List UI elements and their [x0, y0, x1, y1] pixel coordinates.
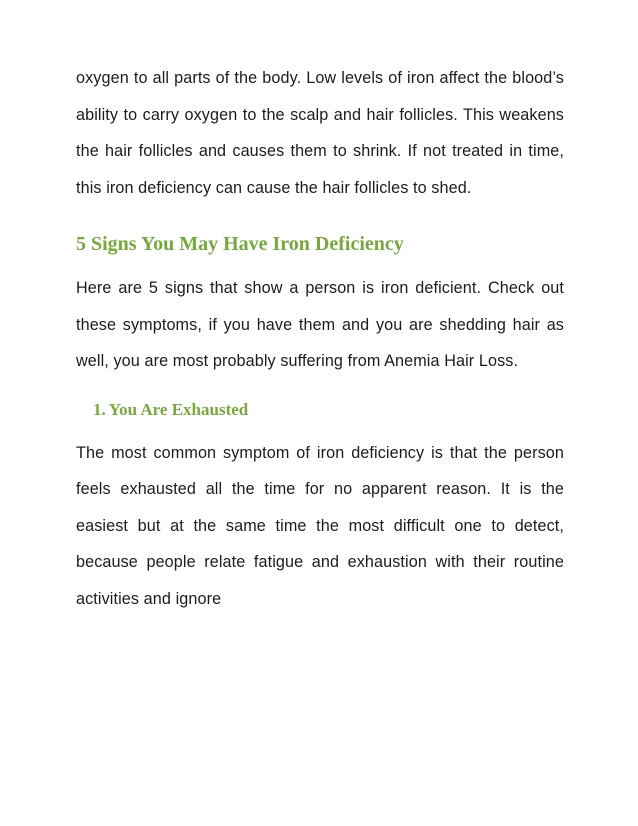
subsection-title: You Are Exhausted — [108, 399, 249, 419]
section-heading: 5 Signs You May Have Iron Deficiency — [76, 233, 404, 255]
subsection-paragraph: The most common symptom of iron deficiency is that the person feels exhausted all the time for no apparent reason. It is the easiest but at the same time the most difficult one to detect, because people relate fatigue and exhaustion with their routine activities and ignore — [76, 443, 564, 608]
subsection-heading — [76, 398, 564, 422]
section-paragraph: Here are 5 signs that show a person is iron deficient. Check out these symptoms, if you have them and you are shedding hair as well, you are most probably suffering from Anemia Hair Loss. — [76, 279, 564, 370]
document-page — [76, 60, 564, 617]
subsection-number: 1. — [93, 399, 106, 419]
intro-paragraph: oxygen to all parts of the body. Low levels of iron affect the blood’s ability to carry oxygen to the scalp and hair follicles. This weakens the hair follicles and causes them to shrink. If not treated in time, this iron deficiency can cause the hair follicles to shed. — [76, 69, 564, 197]
